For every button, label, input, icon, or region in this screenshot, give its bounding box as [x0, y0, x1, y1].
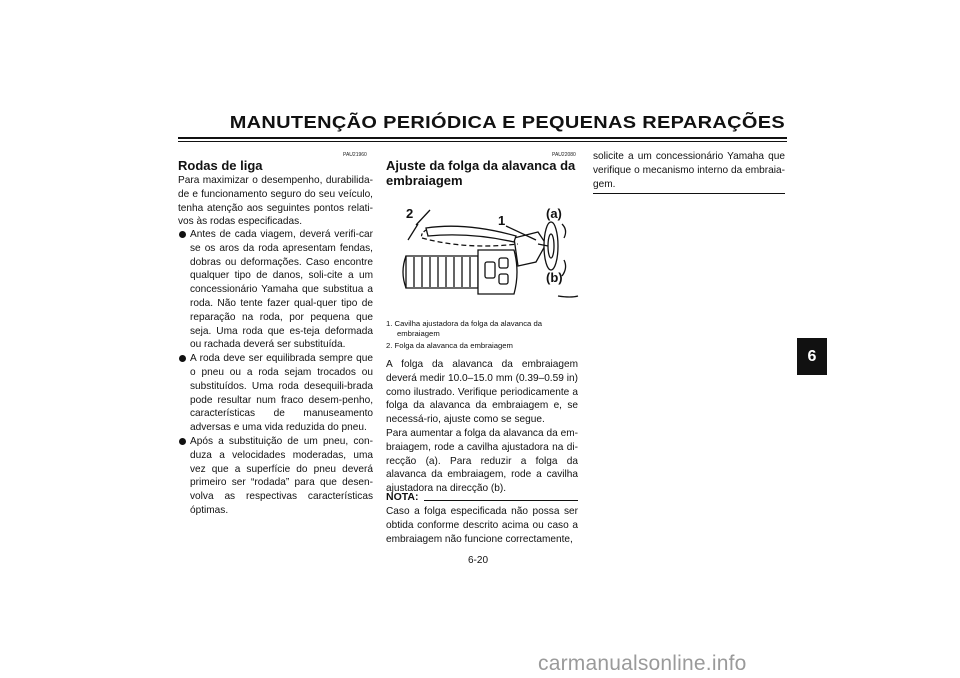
bullet-icon [179, 231, 186, 238]
left-intro-paragraph: Para maximizar o desempenho, durabilida-de e funcionamento seguro do seu veículo, tenha atenção aos seguintes pontos relati-vos às rodas especificadas. [178, 175, 373, 228]
figure-captions [386, 319, 578, 353]
bullet-icon [179, 355, 186, 362]
middle-paragraph-2: Para aumentar a folga da alavanca da em-braiagem, rode a cavilha ajustadora na di-recção (a). Para reduzir a folga da alavanca da embraiagem, rode a cavilha ajustadora na direcção (b). [386, 428, 578, 495]
figure-label-1: 1 [498, 213, 506, 228]
nota-rule [424, 500, 578, 501]
direction-label-b: (b) [546, 270, 563, 285]
middle-section-code: PAU22080 [552, 152, 576, 158]
right-end-rule [593, 193, 785, 194]
figure-label-2: 2 [406, 206, 414, 221]
left-section-heading: Rodas de liga [178, 158, 263, 173]
caption-item: 1. Cavilha ajustadora da folga da alavanca da embraiagem [386, 319, 542, 338]
left-section-code: PAU21960 [343, 152, 367, 158]
list-item: Antes de cada viagem, deverá verifi-car se os aros da roda apresentam fendas, dobras ou deformações. Caso encontre qualquer tipo de danos, soli-cite a um concessionário Yamaha que substitua a roda. Não tente fazer qual-quer tipo de reparação na roda, por pequena que seja. Uma roda que es-teja deformada ou rachada deverá ser substituída. [178, 228, 373, 352]
header-rule-thin [178, 141, 787, 142]
caption-item: 2. Folga da alavanca da embraiagem [386, 341, 513, 350]
direction-label-a: (a) [546, 206, 562, 221]
watermark-text: carmanualsonline.info [538, 652, 747, 675]
list-item: Após a substituição de um pneu, con-duza a velocidades moderadas, uma vez que a superfície do pneu deverá primeiro ser “rodada” para que desen-volva as respectivas características óptimas. [178, 435, 373, 518]
header-rule [178, 137, 787, 139]
clutch-lever-illustration [386, 192, 582, 310]
middle-section-heading: Ajuste da folga da alavanca da embraiagem [386, 158, 576, 188]
section-tab: 6 [797, 338, 827, 375]
page-header-title: MANUTENÇÃO PERIÓDICA E PEQUENAS REPARAÇÕES [229, 112, 786, 132]
right-paragraph: solicite a um concessionário Yamaha que verifique o mecanismo interno da embraia-gem. [593, 151, 785, 190]
list-item: A roda deve ser equilibrada sempre que o pneu ou a roda sejam trocados ou substituídos. Uma roda desequili-brada pode resultar num fraco desem-penho, características de manuseamento adversas e uma vida reduzida do pneu. [178, 352, 373, 435]
nota-text: Caso a folga especificada não possa ser obtida conforme descrito acima ou caso a embraiagem não funcione correctamente, [386, 506, 578, 545]
page-number: 6-20 [468, 555, 489, 566]
bullet-icon [179, 438, 186, 445]
nota-label: NOTA: [386, 491, 419, 503]
middle-paragraph-1: A folga da alavanca da embraiagem deverá medir 10.0–15.0 mm (0.39–0.59 in) como ilustrado. Verifique periodicamente a folga da alavanca da embraiagem e, se necessá-rio, ajuste como se segue. [386, 359, 578, 426]
left-bullet-list [178, 228, 373, 518]
